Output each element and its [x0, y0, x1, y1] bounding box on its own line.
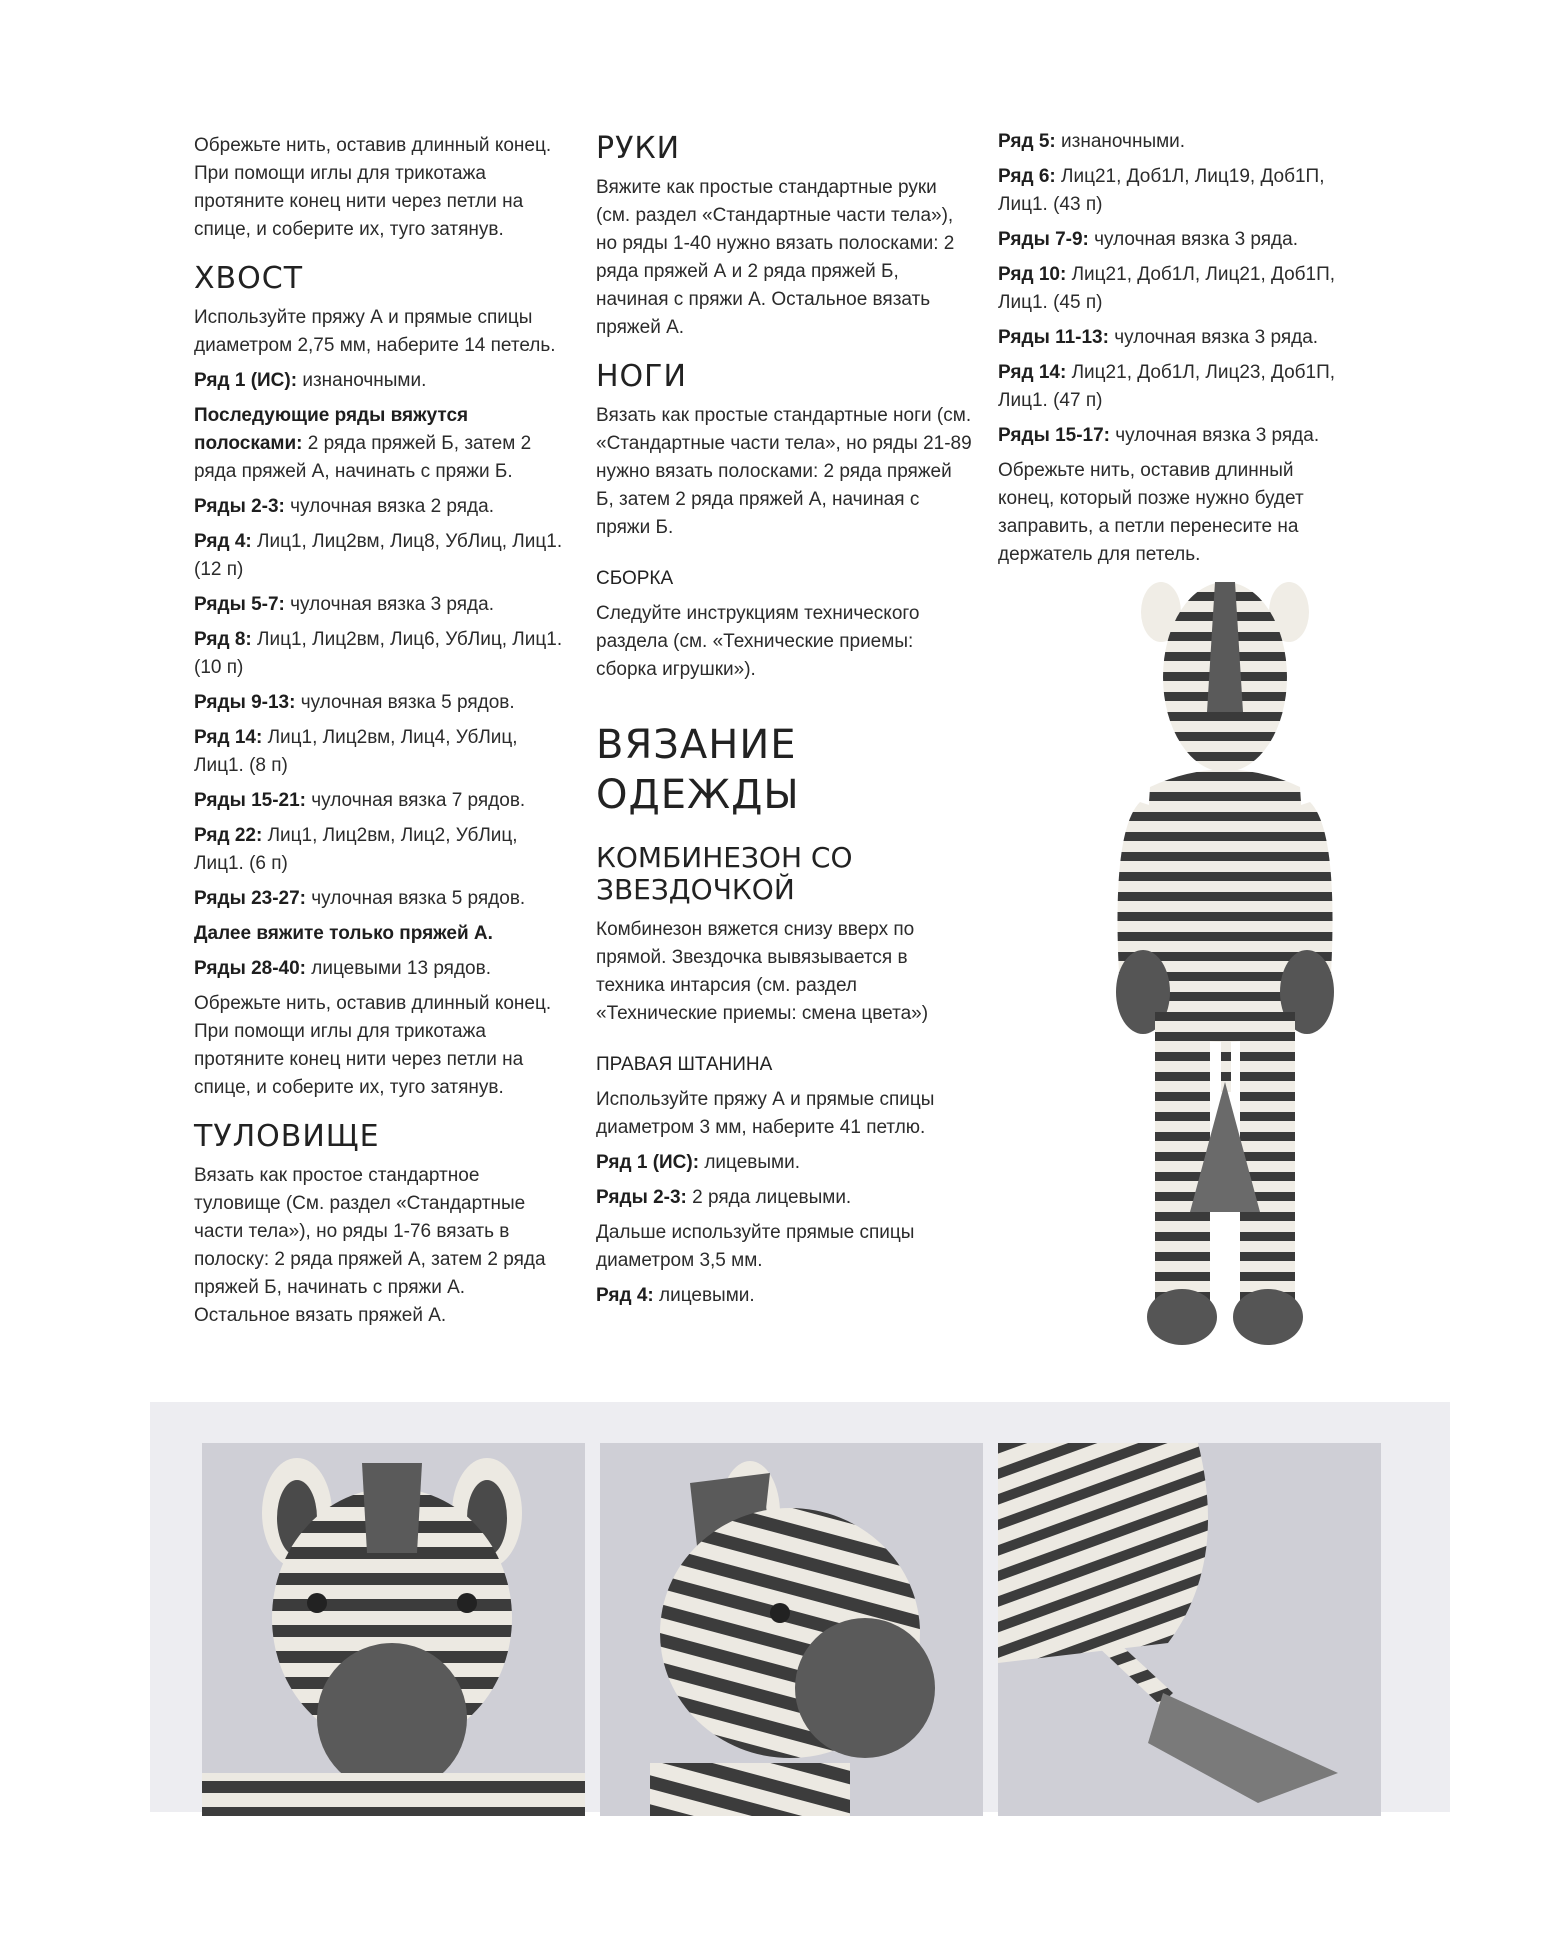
arms-text: Вяжите как простые стандартные руки (см. раздел «Стандартные части тела»), но ряды 1-40 нужно вязать полосками: 2 ряда пряжей А и 2 ряда пряжей Б, начиная с пряжи А. Остальное вязать пряжей А. — [596, 177, 955, 338]
row-item: Ряды 15-21: чулочная вязка 7 рядов. — [194, 790, 526, 811]
row-item: Ряды 15-17: чулочная вязка 3 ряда. — [998, 425, 1320, 446]
zebra-toy-photo — [1065, 572, 1395, 1372]
assembly-heading: СБОРКА — [596, 568, 674, 589]
legs-text: Вязать как простые стандартные ноги (см. «Стандартные части тела», но ряды 21-89 нужно вязать полосками: 2 ряда пряжей Б, затем 2 ряда пряжей А, начиная с пряжи Б. — [596, 405, 972, 538]
row-item: Ряд 8: Лиц1, Лиц2вм, Лиц6, УбЛиц, Лиц1. (10 п) — [194, 629, 563, 678]
row-item: Ряды 5-7: чулочная вязка 3 ряда. — [194, 594, 494, 615]
overall-heading: КОМБИНЕЗОН СО ЗВЕЗДОЧКОЙ — [596, 841, 853, 906]
row-item: Ряды 28-40: лицевыми 13 рядов. — [194, 958, 491, 979]
row-item: Последующие ряды вяжутся полосками: 2 ряда пряжей Б, затем 2 ряда пряжей А, начинать с пряжи Б. — [194, 405, 532, 482]
row-item: Ряды 7-9: чулочная вязка 3 ряда. — [998, 229, 1298, 250]
body-text: Вязать как простое стандартное туловище (См. раздел «Стандартные части тела»), но ряды 1-76 вязать в полоску: 2 ряда пряжей А, затем 2 ряда пряжей Б, начинать с пряжи А. Остальное вязать пряжей А. — [194, 1165, 546, 1326]
row-item: Ряд 5: изнаночными. — [998, 131, 1186, 152]
row-item: Ряд 1 (ИС): изнаночными. — [194, 370, 427, 391]
row-item: Ряд 14: Лиц1, Лиц2вм, Лиц4, УбЛиц, Лиц1. (8 п) — [194, 727, 518, 776]
zebra-head-front-photo — [202, 1443, 585, 1816]
tail-rows — [194, 367, 566, 983]
column-3 — [998, 128, 1348, 576]
row-item: Ряд 6: Лиц21, Доб1Л, Лиц19, Доб1П, Лиц1. (43 п) — [998, 166, 1325, 215]
tail-text: Используйте пряжу А и прямые спицы диаметром 2,75 мм, наберите 14 петель. — [194, 307, 556, 356]
clothes-heading: ВЯЗАНИЕ ОДЕЖДЫ — [596, 722, 800, 818]
needles-text: Дальше используйте прямые спицы диаметром 3,5 мм. — [596, 1222, 915, 1271]
row-item: Ряд 4: лицевыми. — [596, 1285, 755, 1306]
body-heading: ТУЛОВИЩЕ — [194, 1119, 380, 1154]
arms-heading: РУКИ — [596, 131, 681, 166]
row-item: Ряды 11-13: чулочная вязка 3 ряда. — [998, 327, 1319, 348]
row-item: Далее вяжите только пряжей А. — [194, 923, 493, 944]
right-leg-heading: ПРАВАЯ ШТАНИНА — [596, 1054, 773, 1075]
row-item: Ряды 23-27: чулочная вязка 5 рядов. — [194, 888, 526, 909]
zebra-tail-photo — [998, 1443, 1381, 1816]
legs-heading: НОГИ — [596, 359, 687, 394]
row-item: Ряды 2-3: 2 ряда лицевыми. — [596, 1187, 852, 1208]
intro-paragraph: Обрежьте нить, оставив длинный конец. При помощи иглы для трикотажа протяните конец нити через петли на спице, и соберите их, туго затянув. — [194, 135, 552, 240]
row-item: Ряд 22: Лиц1, Лиц2вм, Лиц2, УбЛиц, Лиц1. (6 п) — [194, 825, 518, 874]
row-item: Ряд 1 (ИС): лицевыми. — [596, 1152, 800, 1173]
row-item: Ряды 2-3: чулочная вязка 2 ряда. — [194, 496, 494, 517]
row-item: Ряд 4: Лиц1, Лиц2вм, Лиц8, УбЛиц, Лиц1. (12 п) — [194, 531, 563, 580]
tail-heading: ХВОСТ — [194, 261, 304, 296]
row-item: Ряд 14: Лиц21, Доб1Л, Лиц23, Доб1П, Лиц1. (47 п) — [998, 362, 1336, 411]
column-1 — [194, 132, 566, 1337]
column-2 — [596, 132, 974, 1317]
row-item: Ряд 10: Лиц21, Доб1Л, Лиц21, Доб1П, Лиц1. (45 п) — [998, 264, 1336, 313]
right-leg-text: Используйте пряжу А и прямые спицы диаметром 3 мм, наберите 41 петлю. — [596, 1089, 935, 1138]
tail-outro: Обрежьте нить, оставив длинный конец. При помощи иглы для трикотажа протяните конец нити через петли на спице, и соберите их, туго затянув. — [194, 993, 552, 1098]
overall-text: Комбинезон вяжется снизу вверх по прямой. Звездочка вывязывается в техника интарсия (см. раздел «Технические приемы: смена цвета») — [596, 919, 929, 1024]
zebra-head-side-photo — [600, 1443, 983, 1816]
col3-outro: Обрежьте нить, оставив длинный конец, который позже нужно будет заправить, а петли перенесите на держатель для петель. — [998, 460, 1304, 565]
row-item: Ряды 9-13: чулочная вязка 5 рядов. — [194, 692, 515, 713]
assembly-text: Следуйте инструкциям технического раздела (см. «Технические приемы: сборка игрушки»). — [596, 603, 920, 680]
